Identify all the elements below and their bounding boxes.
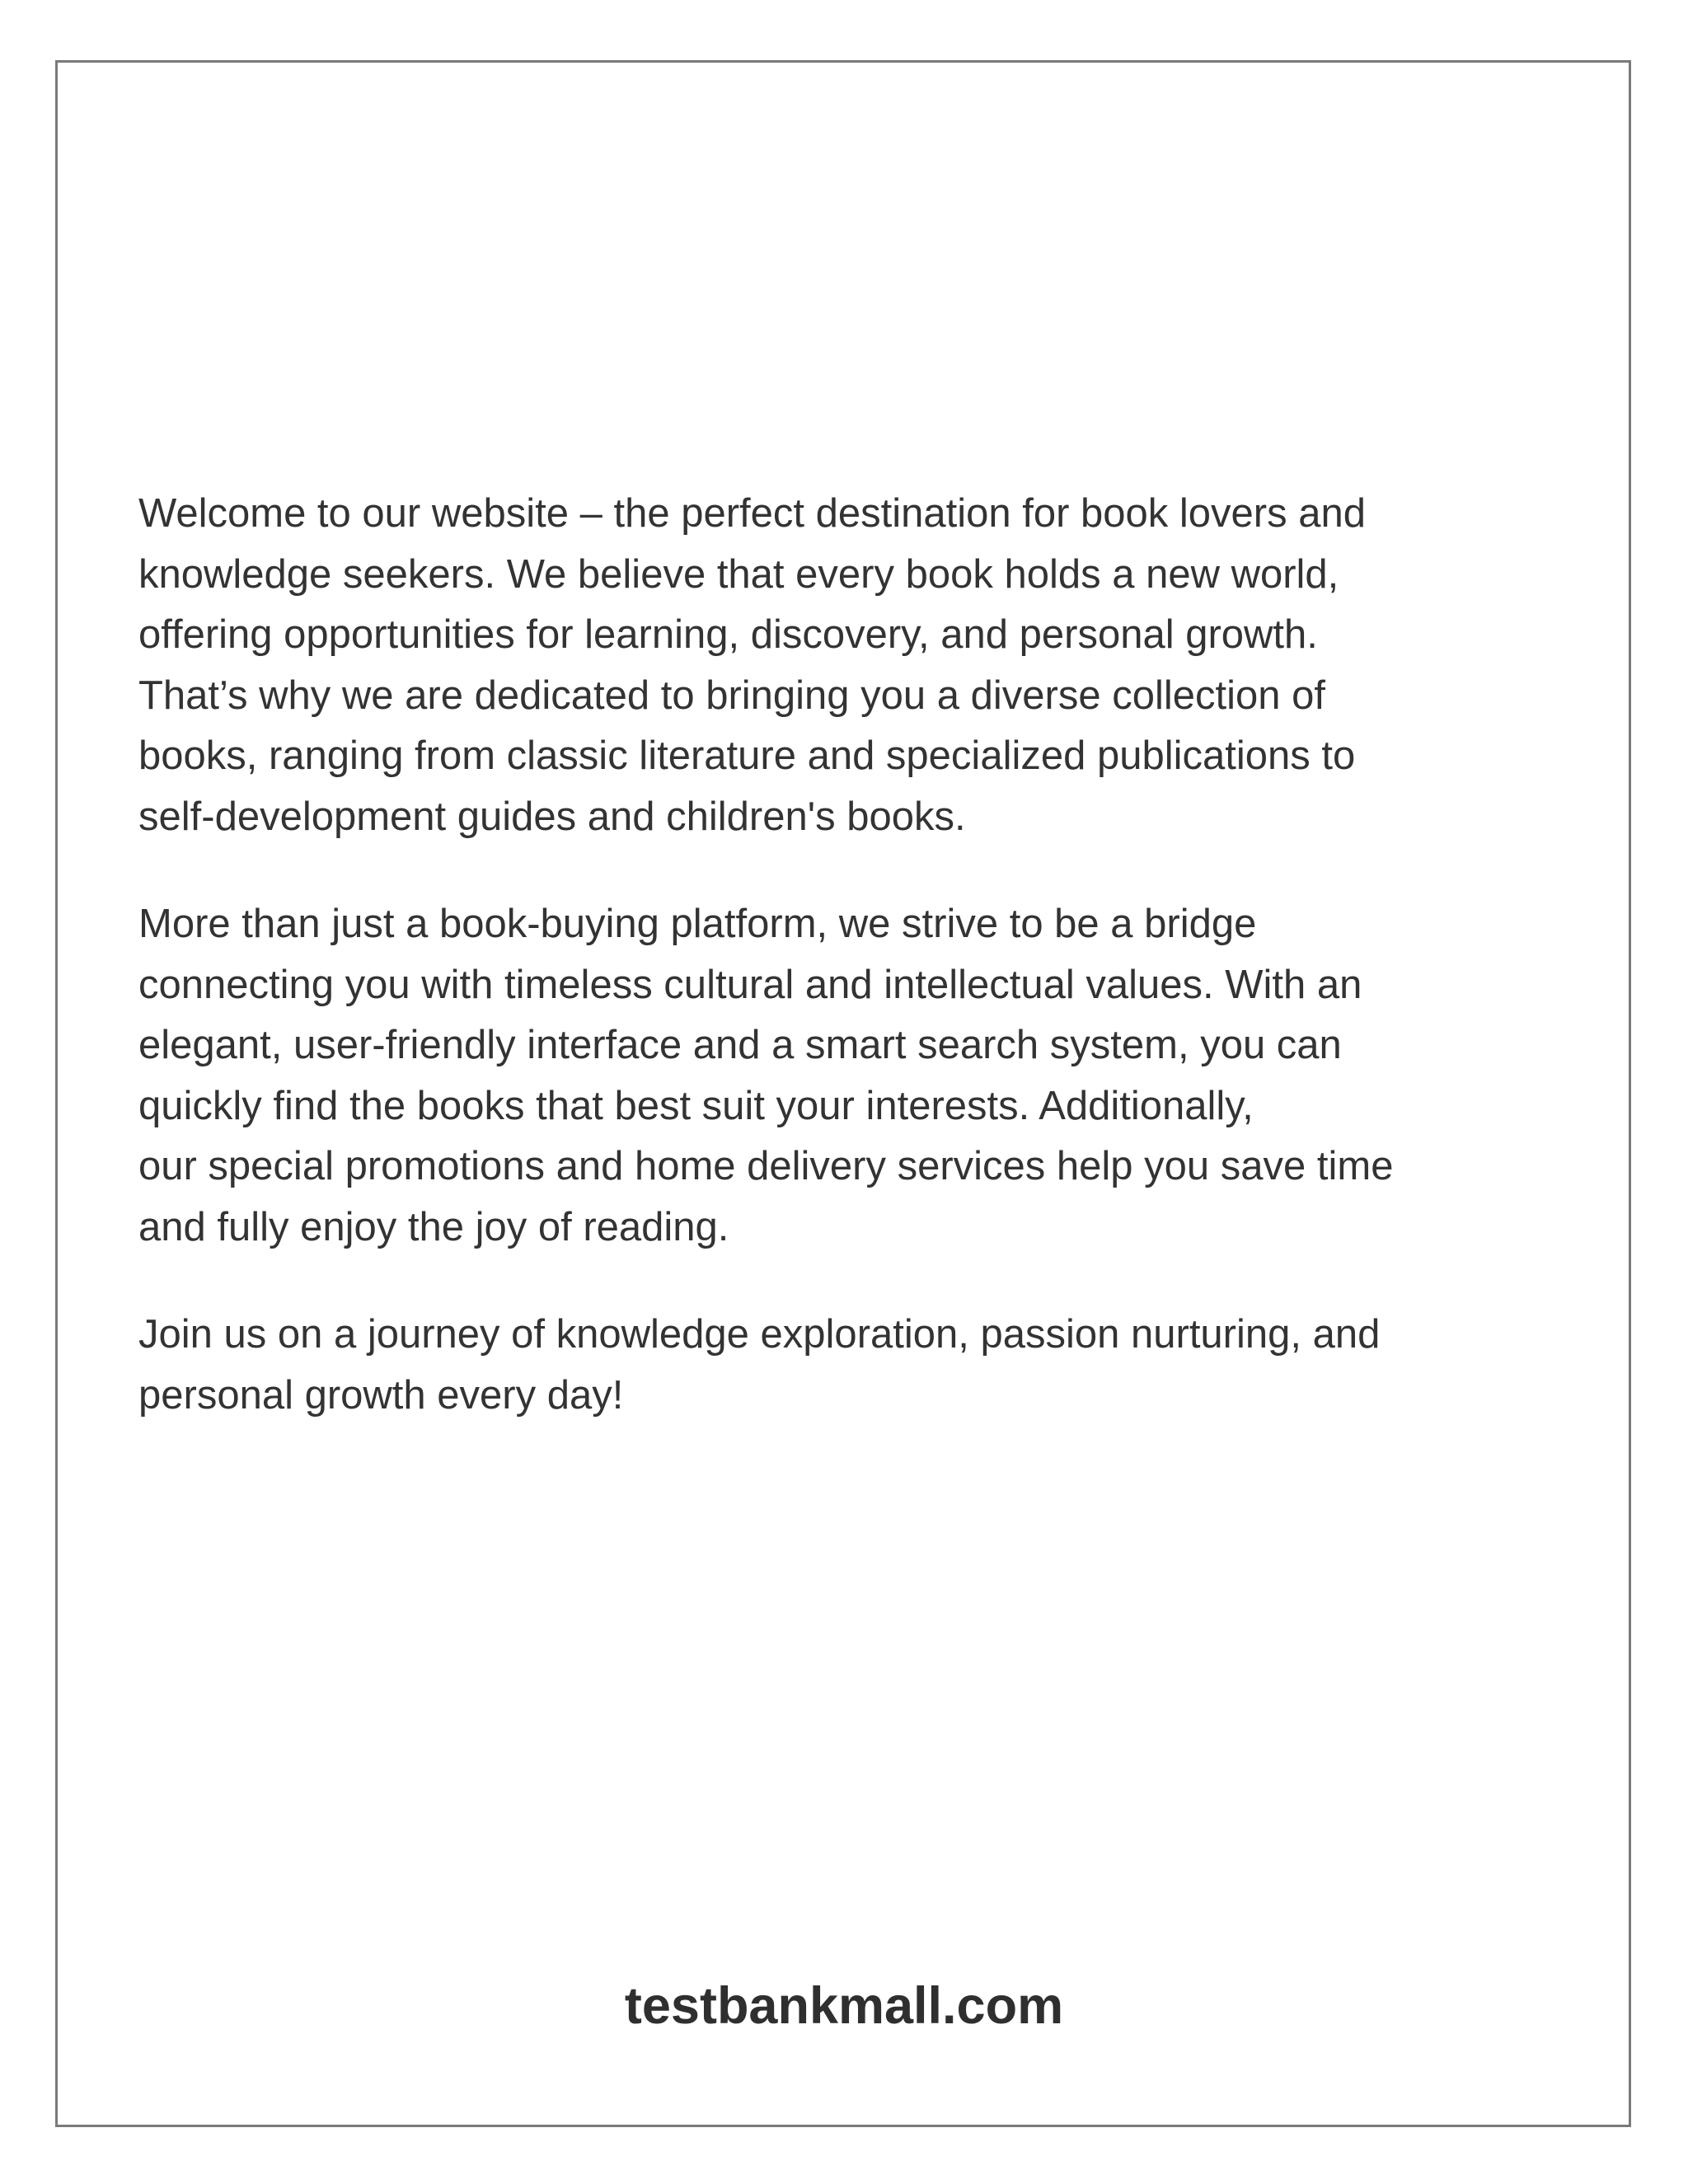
closing-paragraph: Join us on a journey of knowledge exploration, passion nurturing, and personal growth every day!	[138, 1312, 1381, 1418]
body-text	[138, 484, 1556, 1473]
intro-paragraph: Welcome to our website – the perfect destination for book lovers and knowledge seekers. We believe that every book holds a new world, offering opportunities for learning, discovery, and personal growth. That’s why we are dedicated to bringing you a diverse collection of books, ranging from classic literature and specialized publications to self-development guides and children's books.	[138, 491, 1366, 839]
platform-paragraph: More than just a book-buying platform, we strive to be a bridge connecting you with timeless cultural and intellectual values. With an elegant, user-friendly interface and a smart search system, you can quickly find the books that best suit your interests. Additionally, our special promotions and home delivery services help you save time and fully enjoy the joy of reading.	[138, 902, 1394, 1249]
footer-website: testbankmall.com	[624, 1977, 1064, 2035]
